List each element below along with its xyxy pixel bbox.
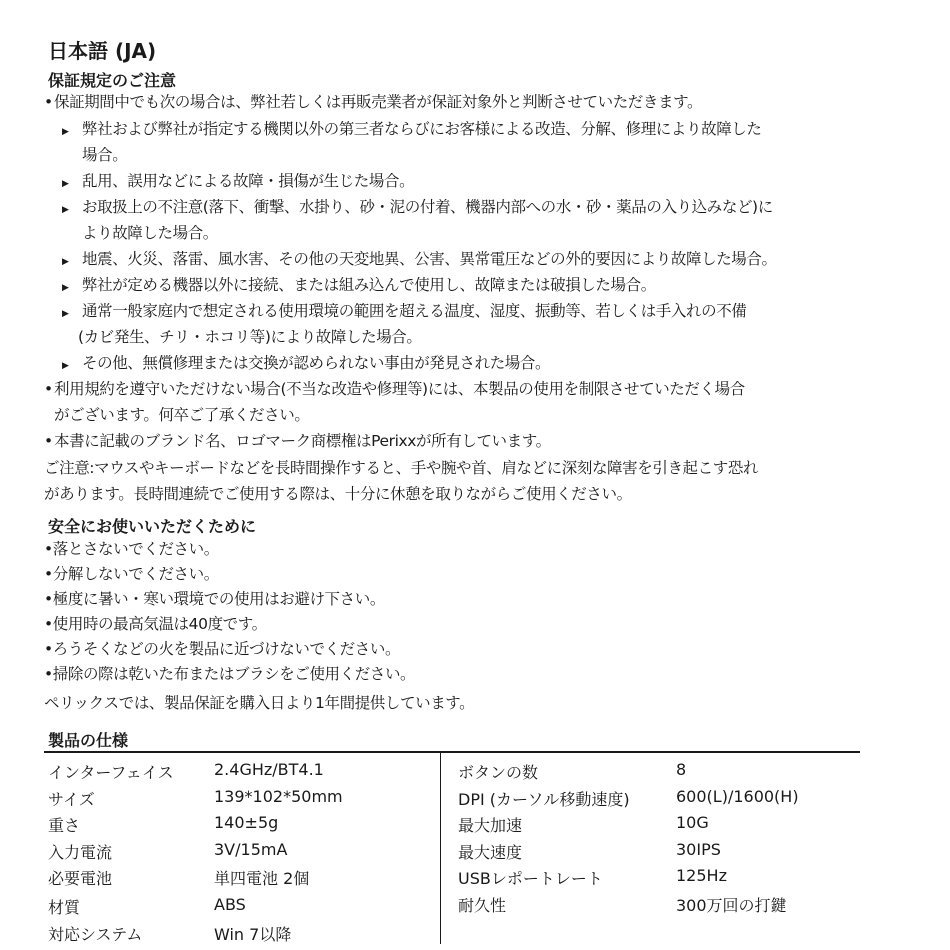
safety-item: •使用時の最高気温は40度です。 xyxy=(44,615,267,633)
spec-value: 10G xyxy=(676,813,709,832)
caution-text-continuation: があります。長時間連続でご使用する際は、十分に休憩を取りながらご使用ください。 xyxy=(44,485,632,503)
triangle-bullet-icon: ▶ xyxy=(62,361,69,371)
condition-continuation: より故障した場合。 xyxy=(82,224,218,242)
spec-value: 139*102*50mm xyxy=(214,787,343,806)
condition-item: ▶ その他、無償修理または交換が認められない事由が発見された場合。 xyxy=(62,354,551,372)
spec-label: 必要電池 xyxy=(48,869,113,888)
safety-item: •ろうそくなどの火を製品に近づけないでください。 xyxy=(44,640,401,658)
spec-value: Win 7以降 xyxy=(214,925,292,944)
safety-title: 安全にお使いいただくために xyxy=(48,517,257,536)
spec-value: 30IPS xyxy=(676,840,721,859)
condition-item: ▶ 地震、火災、落雷、風水害、その他の天変地異、公害、異常電圧などの外的要因により故障した場合。 xyxy=(62,250,777,268)
triangle-bullet-icon: ▶ xyxy=(62,309,69,319)
spec-value: 140±5g xyxy=(214,813,279,832)
warranty-intro: •保証期間中でも次の場合は、弊社若しくは再販売業者が保証対象外と判断させていただきます。 xyxy=(44,93,703,111)
triangle-bullet-icon: ▶ xyxy=(62,205,69,215)
language-heading: 日本語 (JA) xyxy=(48,39,157,63)
safety-item: •分解しないでください。 xyxy=(44,565,219,583)
spec-label: 最大速度 xyxy=(458,843,523,862)
spec-label: 最大加速 xyxy=(458,816,523,835)
condition-item: ▶ お取扱上の不注意(落下、衝撃、水掛り、砂・泥の付着、機器内部への水・砂・薬品の入り込みなど)に xyxy=(62,198,773,216)
spec-label: 材質 xyxy=(48,898,81,917)
triangle-bullet-icon: ▶ xyxy=(62,283,69,293)
spec-label: 入力電流 xyxy=(48,843,113,862)
spec-label: 重さ xyxy=(48,816,81,835)
terms-notice-continuation: がございます。何卒ご了承ください。 xyxy=(54,406,310,424)
triangle-bullet-icon: ▶ xyxy=(62,127,69,137)
specs-title: 製品の仕様 xyxy=(48,731,129,750)
spec-value: 3V/15mA xyxy=(214,840,288,859)
warranty-period: ペリックスでは、製品保証を購入日より1年間提供しています。 xyxy=(44,694,475,712)
spec-label: サイズ xyxy=(48,790,95,809)
condition-item: ▶ 通常一般家庭内で想定される使用環境の範囲を超える温度、湿度、振動等、若しくは手入れの不備 xyxy=(62,302,747,320)
spec-value: 2.4GHz/BT4.1 xyxy=(214,760,324,779)
terms-notice: •利用規約を遵守いただけない場合(不当な改造や修理等)には、本製品の使用を制限させていただく場合 xyxy=(44,380,745,398)
safety-item: •落とさないでください。 xyxy=(44,540,219,558)
spec-value: ABS xyxy=(214,895,246,914)
condition-item: ▶ 乱用、誤用などによる故障・損傷が生じた場合。 xyxy=(62,172,415,190)
triangle-bullet-icon: ▶ xyxy=(62,257,69,267)
spec-value: 300万回の打鍵 xyxy=(676,896,787,915)
specs-column-divider xyxy=(440,752,441,944)
spec-label: インターフェイス xyxy=(48,763,174,782)
spec-label: 耐久性 xyxy=(458,896,507,915)
warranty-title: 保証規定のご注意 xyxy=(48,71,177,90)
spec-label: ボタンの数 xyxy=(458,763,539,782)
condition-item: ▶ 弊社および弊社が指定する機関以外の第三者ならびにお客様による改造、分解、修理により故障した xyxy=(62,120,762,138)
safety-item: •掃除の際は乾いた布またはブラシをご使用ください。 xyxy=(44,665,416,683)
bullet: • xyxy=(44,380,53,398)
brand-notice: •本書に記載のブランド名、ロゴマーク商標権はPerixxが所有しています。 xyxy=(44,432,551,450)
specs-divider xyxy=(44,751,860,753)
caution-text: ご注意:マウスやキーボードなどを長時間操作すると、手や腕や首、肩などに深刻な障害を引き起こす恐れ xyxy=(44,459,759,477)
spec-value: 600(L)/1600(H) xyxy=(676,787,799,806)
condition-continuation: (カビ発生、チリ・ホコリ等)により故障した場合。 xyxy=(78,328,422,346)
condition-item: ▶ 弊社が定める機器以外に接続、または組み込んで使用し、故障または破損した場合。 xyxy=(62,276,656,294)
spec-value: 単四電池 2個 xyxy=(214,869,310,888)
bullet: • xyxy=(44,93,53,111)
spec-label: USBレポートレート xyxy=(458,869,603,888)
spec-label: 対応システム xyxy=(48,925,143,944)
triangle-bullet-icon: ▶ xyxy=(62,179,69,189)
safety-item: •極度に暑い・寒い環境での使用はお避け下さい。 xyxy=(44,590,385,608)
spec-value: 8 xyxy=(676,760,687,779)
bullet: • xyxy=(44,432,53,450)
condition-continuation: 場合。 xyxy=(82,146,128,164)
spec-label: DPI (カーソル移動速度) xyxy=(458,790,630,809)
spec-value: 125Hz xyxy=(676,866,727,885)
